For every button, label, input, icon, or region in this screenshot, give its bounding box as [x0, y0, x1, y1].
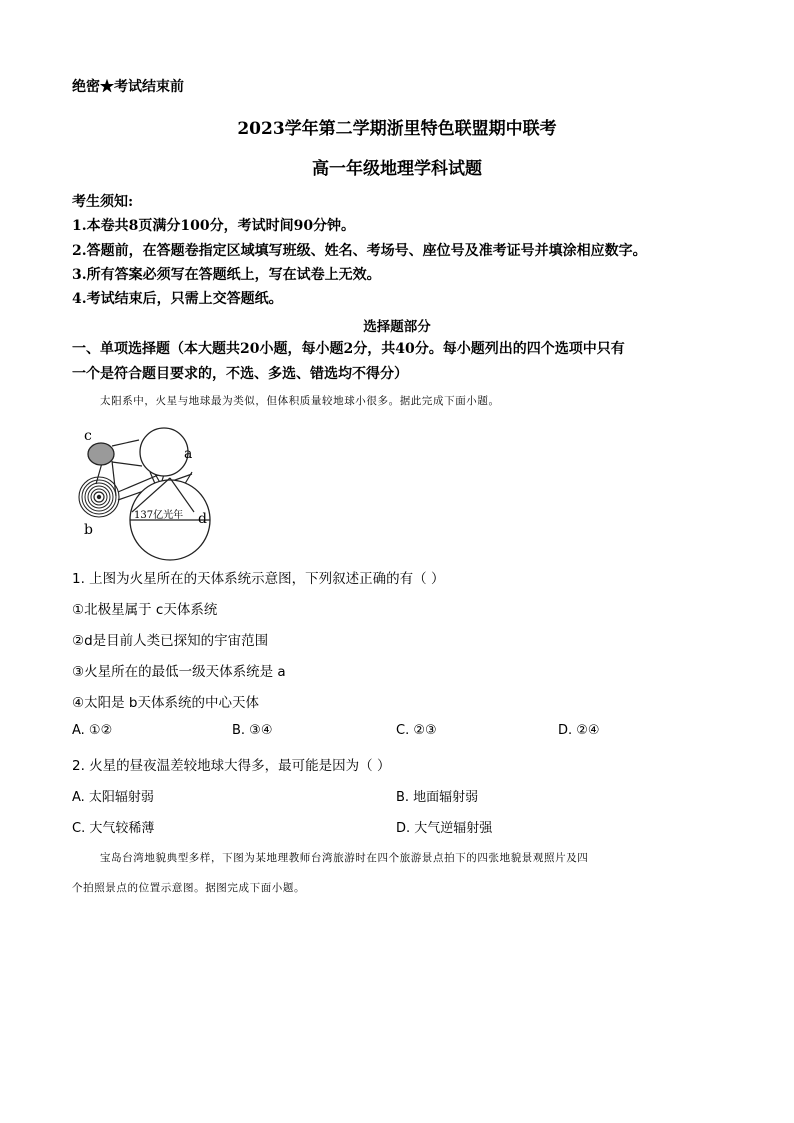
- q1-statement: ②d是目前人类已探知的宇宙范围: [72, 633, 269, 649]
- q1-statement: ③火星所在的最低一级天体系统是 a: [72, 664, 286, 680]
- q1-statement: ①北极星属于 c天体系统: [72, 602, 218, 618]
- material-2-line2: 个拍照景点的位置示意图。据图完成下面小题。: [72, 882, 306, 894]
- label-a: a: [184, 446, 193, 462]
- q2-option-b[interactable]: B. 地面辐射弱: [396, 790, 479, 805]
- q1-option-b[interactable]: B. ③④: [232, 723, 273, 738]
- question-1-stem: 1. 上图为火星所在的天体系统示意图，下列叙述正确的有（ ）: [72, 571, 445, 587]
- q1-option-d[interactable]: D. ②④: [558, 723, 600, 738]
- secret-mark: 绝密★考试结束前: [72, 79, 184, 95]
- instruction-item: 3.所有答案必须写在答题纸上，写在试卷上无效。: [72, 267, 381, 283]
- q1-option-c[interactable]: C. ②③: [396, 723, 437, 738]
- instruction-item: 4.考试结束后，只需上交答题纸。: [72, 291, 283, 307]
- q2-option-a[interactable]: A. 太阳辐射弱: [72, 790, 154, 805]
- exam-title: 2023学年第二学期浙里特色联盟期中联考: [237, 119, 557, 139]
- instruction-item: 1.本卷共8页满分100分，考试时间90分钟。: [72, 218, 356, 234]
- celestial-system-diagram: [74, 422, 224, 562]
- q2-option-d[interactable]: D. 大气逆辐射强: [396, 821, 493, 836]
- material-2-line1: 宝岛台湾地貌典型多样，下图为某地理教师台湾旅游时在四个旅游景点拍下的四张地貌景观照片及四: [100, 852, 589, 864]
- part-instructions-line1: 一、单项选择题（本大题共20小题，每小题2分，共40分。每小题列出的四个选项中只有: [72, 341, 625, 357]
- question-2-stem: 2. 火星的昼夜温差较地球大得多，最可能是因为（ ）: [72, 758, 391, 774]
- instruction-item: 2.答题前，在答题卷指定区域填写班级、姓名、考场号、座位号及准考证号并填涂相应数字。: [72, 243, 647, 259]
- exam-subtitle: 高一年级地理学科试题: [312, 159, 482, 179]
- material-text: 太阳系中，火星与地球最为类似，但体积质量较地球小很多。据此完成下面小题。: [100, 395, 500, 407]
- distance-label: 137亿光年: [134, 510, 184, 521]
- label-b: b: [84, 522, 93, 538]
- label-d: d: [198, 511, 207, 527]
- instructions-heading: 考生须知:: [72, 194, 134, 210]
- section-title: 选择题部分: [363, 319, 431, 335]
- part-instructions-line2: 一个是符合题目要求的，不选、多选、错选均不得分）: [72, 366, 408, 382]
- q1-option-a[interactable]: A. ①②: [72, 723, 113, 738]
- q2-option-c[interactable]: C. 大气较稀薄: [72, 821, 155, 836]
- q1-statement: ④太阳是 b天体系统的中心天体: [72, 695, 259, 711]
- label-c: c: [84, 428, 92, 444]
